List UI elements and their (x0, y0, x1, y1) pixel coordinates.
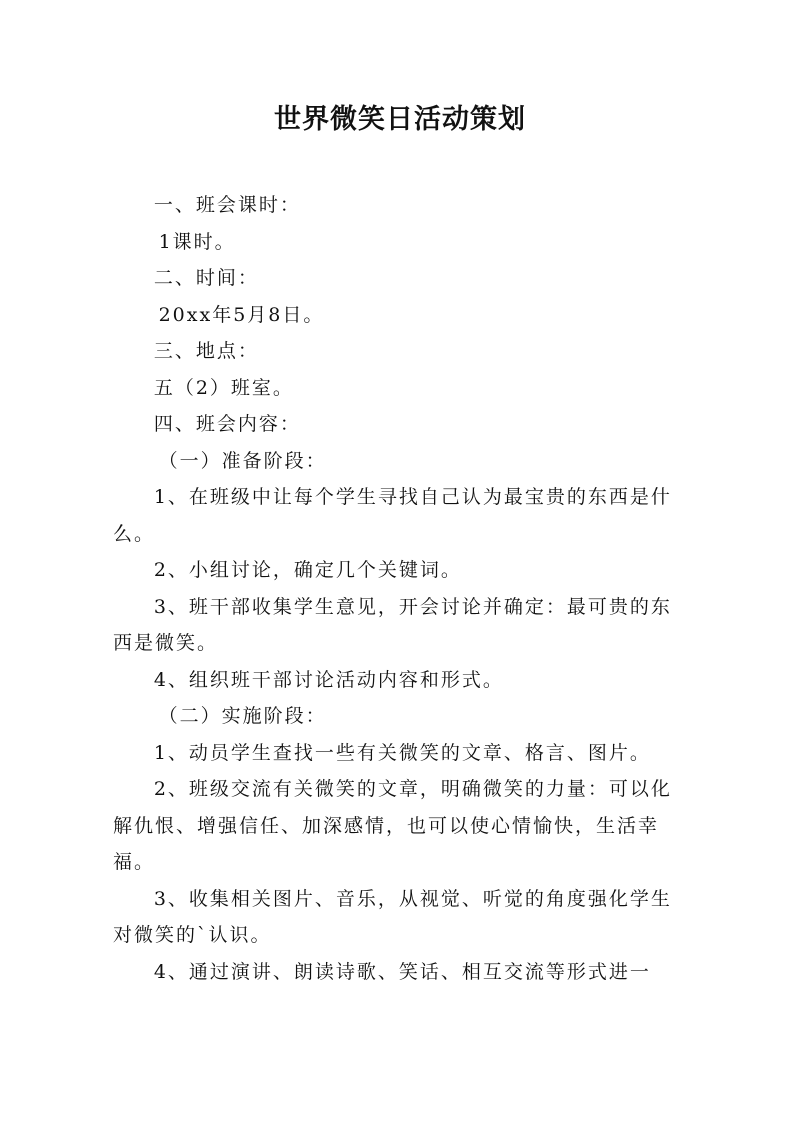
paragraph-implementation-stage-heading: （二）实施阶段： (158, 705, 327, 727)
paragraph-preparation-item-1: 1、在班级中让每个学生寻找自己认为最宝贵的东西是什么。 (113, 486, 672, 545)
paragraph-preparation-stage-heading: （一）准备阶段： (158, 449, 327, 472)
paragraph-section-4-heading: 四、班会内容： (153, 413, 301, 435)
paragraph-section-1-heading: 一、班会课时： (153, 194, 301, 216)
paragraph-class-hours: 1课时。 (158, 230, 236, 253)
document-title: 世界微笑日活动策划 (274, 104, 526, 135)
paragraph-implementation-item-1: 1、动员学生查找一些有关微笑的文章、格言、图片。 (153, 741, 651, 764)
paragraph-preparation-item-2: 2、小组讨论，确定几个关键词。 (153, 559, 462, 581)
paragraph-preparation-item-3: 3、班干部收集学生意见，开会讨论并确定：最可贵的东西是微笑。 (113, 595, 672, 654)
paragraph-implementation-item-3: 3、收集相关图片、音乐，从视觉、听觉的角度强化学生对微笑的`认识。 (113, 887, 672, 946)
paragraph-section-3-heading: 三、地点： (153, 340, 259, 362)
paragraph-preparation-item-4: 4、组织班干部讨论活动内容和形式。 (153, 668, 504, 691)
paragraph-date: 20xx年5月8日。 (158, 303, 325, 326)
paragraph-implementation-item-2: 2、班级交流有关微笑的文章，明确微笑的力量：可以化解仇恨、增强信任、加深感情，也可以使心情愉快，生活幸福。 (113, 778, 672, 873)
paragraph-section-2-heading: 二、时间： (153, 267, 259, 289)
document-body (113, 187, 683, 990)
paragraph-implementation-item-4: 4、通过演讲、朗读诗歌、笑话、相互交流等形式进一 (153, 960, 651, 983)
paragraph-location: 五（2）班室。 (153, 376, 294, 399)
